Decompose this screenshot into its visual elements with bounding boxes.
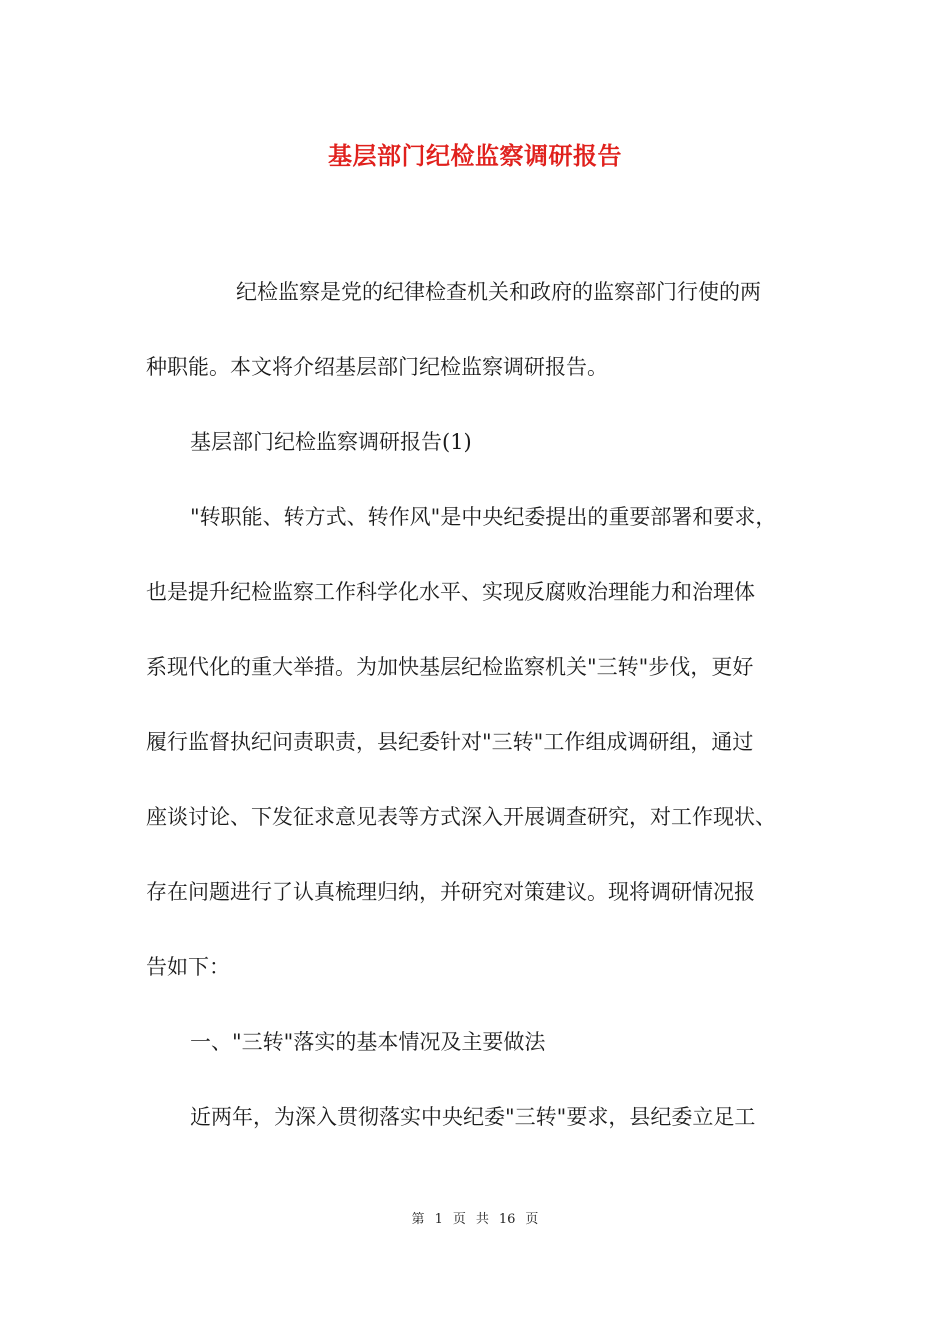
text-line: 履行监督执纪问责职责，县纪委针对"三转"工作组成调研组，通过 (146, 730, 754, 754)
text-line: 座谈讨论、下发征求意见表等方式深入开展调查研究，对工作现状、 (146, 805, 776, 829)
page-title: 基层部门纪检监察调研报告 (328, 141, 622, 170)
text-line: 存在问题进行了认真梳理归纳，并研究对策建议。现将调研情况报 (146, 880, 755, 904)
text-line: 系现代化的重大举措。为加快基层纪检监察机关"三转"步伐，更好 (146, 655, 754, 679)
text-line: 近两年，为深入贯彻落实中央纪委"三转"要求，县纪委立足工 (190, 1105, 756, 1129)
text-line: 基层部门纪检监察调研报告(1) (190, 430, 472, 454)
paragraph-section-body (146, 1097, 814, 1138)
footer-prefix: 第 (411, 1212, 425, 1227)
footer-total-word: 共 (475, 1212, 489, 1227)
footer-suffix: 页 (525, 1212, 539, 1227)
paragraph-intro (146, 272, 814, 388)
text-line: 也是提升纪检监察工作科学化水平、实现反腐败治理能力和治理体 (146, 580, 755, 604)
text-line: 种职能。本文将介绍基层部门纪检监察调研报告。 (146, 355, 608, 379)
paragraph-section-heading (146, 1022, 814, 1063)
text-line: 纪检监察是党的纪律检查机关和政府的监察部门行使的两 (236, 280, 761, 304)
footer-current-page: 1 (434, 1212, 443, 1227)
text-line: "转职能、转方式、转作风"是中央纪委提出的重要部署和要求， (190, 505, 777, 529)
page-footer (0, 1208, 950, 1227)
footer-page-word: 页 (452, 1212, 466, 1227)
footer-total-pages: 16 (498, 1212, 516, 1227)
section-heading: 一、"三转"落实的基本情况及主要做法 (190, 1030, 546, 1054)
document-body (146, 272, 814, 1138)
paragraph-main (146, 497, 814, 988)
paragraph-subtitle (146, 422, 814, 463)
text-line: 告如下： (146, 955, 230, 979)
